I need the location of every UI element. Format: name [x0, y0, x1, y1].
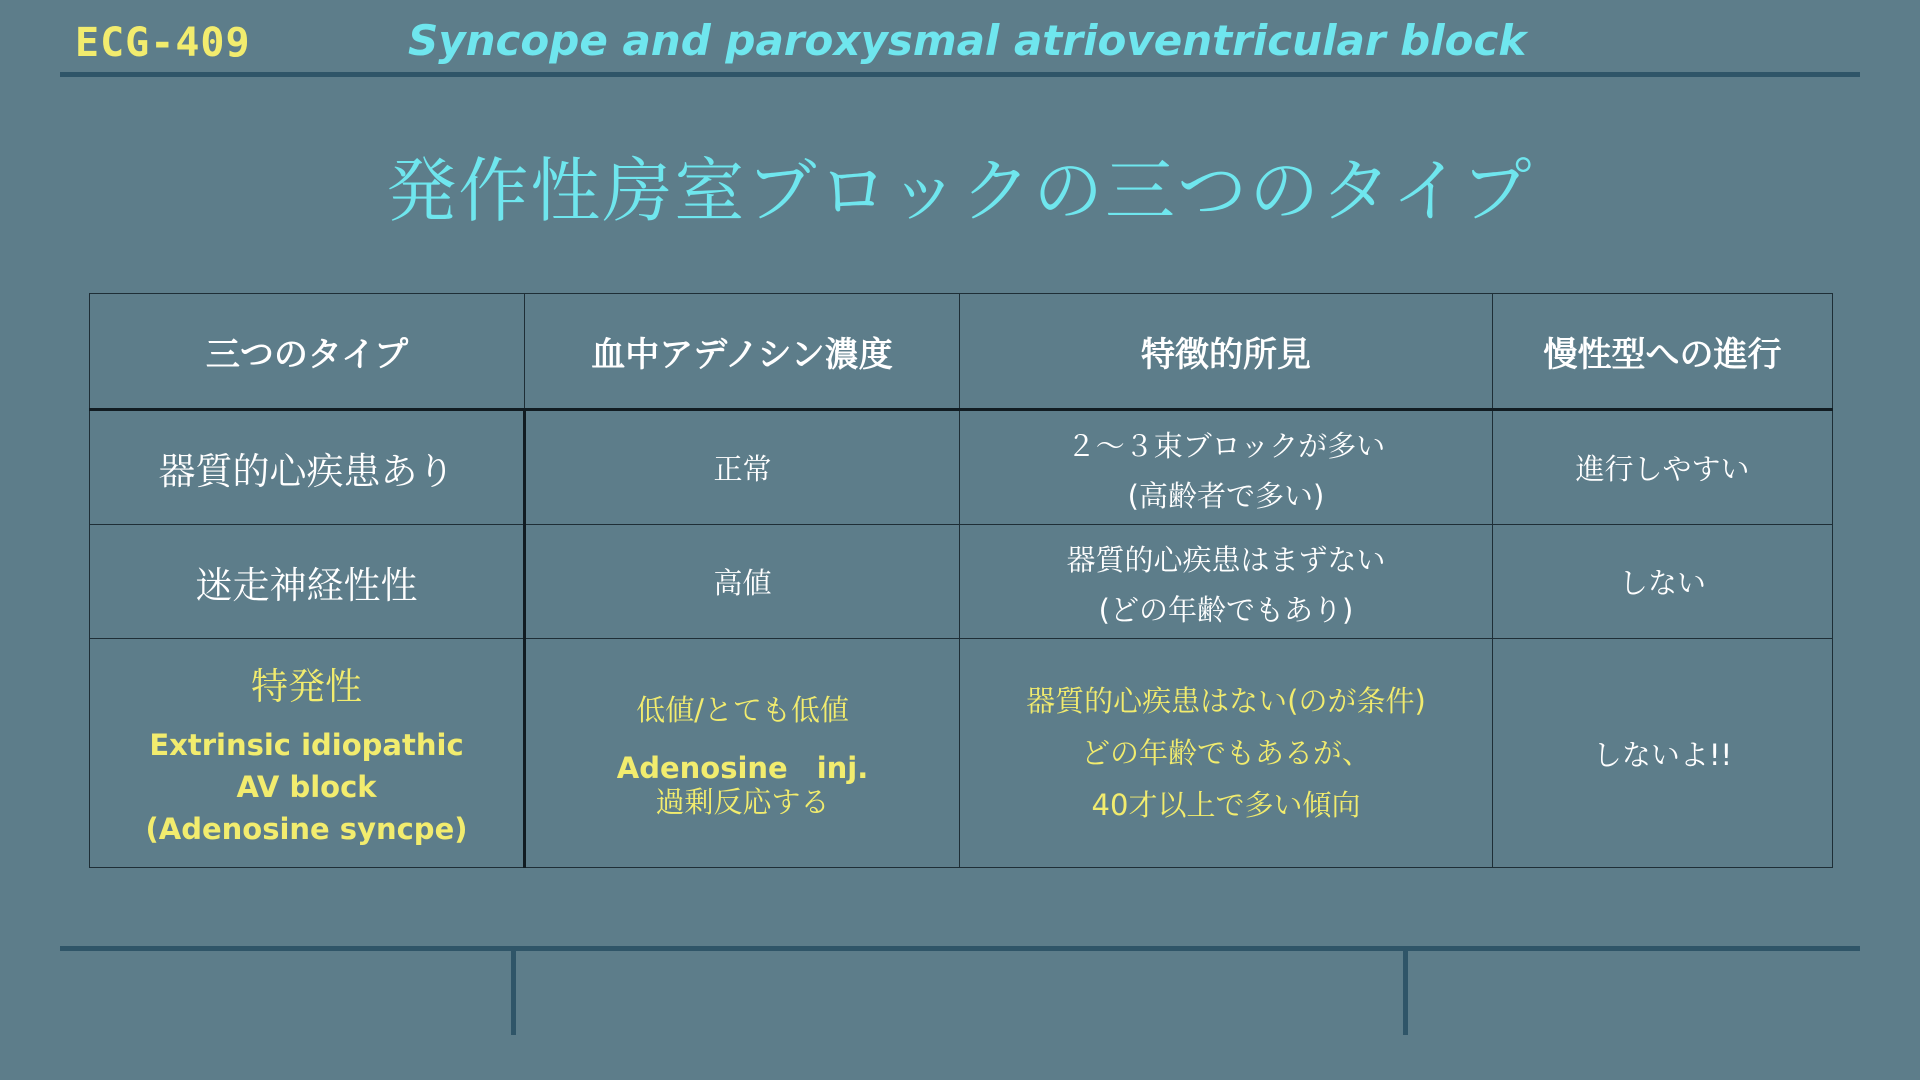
cell-finding: [960, 525, 1493, 639]
cell-type: [90, 639, 525, 868]
adenosine-line: Adenosine inj.: [616, 750, 869, 785]
cell-adenosine: 高値: [525, 525, 960, 639]
finding-line: (どの年齢でもあり): [1098, 592, 1354, 627]
cell-progression: しない: [1493, 525, 1833, 639]
type-label-en: (Adenosine syncpe): [145, 812, 468, 846]
type-label-ja: 特発性: [251, 665, 362, 708]
cell-finding: [960, 639, 1493, 868]
header-cell-progression: 慢性型への進行: [1493, 294, 1833, 410]
cell-progression: しないよ!!: [1493, 639, 1833, 868]
cell-adenosine: [525, 639, 960, 868]
header-cell-adenosine: 血中アデノシン濃度: [525, 294, 960, 410]
table-row: [90, 525, 1833, 639]
cell-progression: 進行しやすい: [1493, 410, 1833, 525]
cell-type: 迷走神経性性: [90, 525, 525, 639]
adenosine-line: 過剰反応する: [655, 784, 830, 819]
footer-rule: [60, 946, 1860, 951]
page-title: 発作性房室ブロックの三つのタイプ: [386, 150, 1534, 232]
header-rule: [60, 72, 1860, 77]
header-cell-type: 三つのタイプ: [90, 294, 525, 410]
cell-type: 器質的心疾患あり: [90, 410, 525, 525]
cell-adenosine: 正常: [525, 410, 960, 525]
slide-subtitle: Syncope and paroxysmal atrioventricular block: [408, 16, 1527, 65]
finding-line: 40才以上で多い傾向: [1091, 788, 1361, 822]
finding-line: 器質的心疾患はない(のが条件): [1026, 684, 1426, 718]
table-row: [90, 639, 1833, 868]
header-cell-finding: 特徴的所見: [960, 294, 1493, 410]
finding-line: 器質的心疾患はまずない: [1066, 542, 1386, 577]
footer-divider-left: [511, 948, 516, 1035]
finding-line: (高齢者で多い): [1127, 478, 1325, 513]
type-label-en: AV block: [236, 770, 377, 804]
types-table: [89, 293, 1833, 868]
finding-line: ２～３束ブロックが多い: [1066, 428, 1386, 463]
slide-id: ECG-409: [75, 20, 251, 66]
type-label-en: Extrinsic idiopathic: [149, 728, 464, 762]
adenosine-line: 低値/とても低値: [636, 692, 849, 727]
table-header-row: [90, 294, 1833, 410]
finding-line: どの年齢でもあるが、: [1080, 736, 1371, 770]
table-row: [90, 410, 1833, 525]
footer-divider-right: [1403, 948, 1408, 1035]
cell-finding: [960, 410, 1493, 525]
